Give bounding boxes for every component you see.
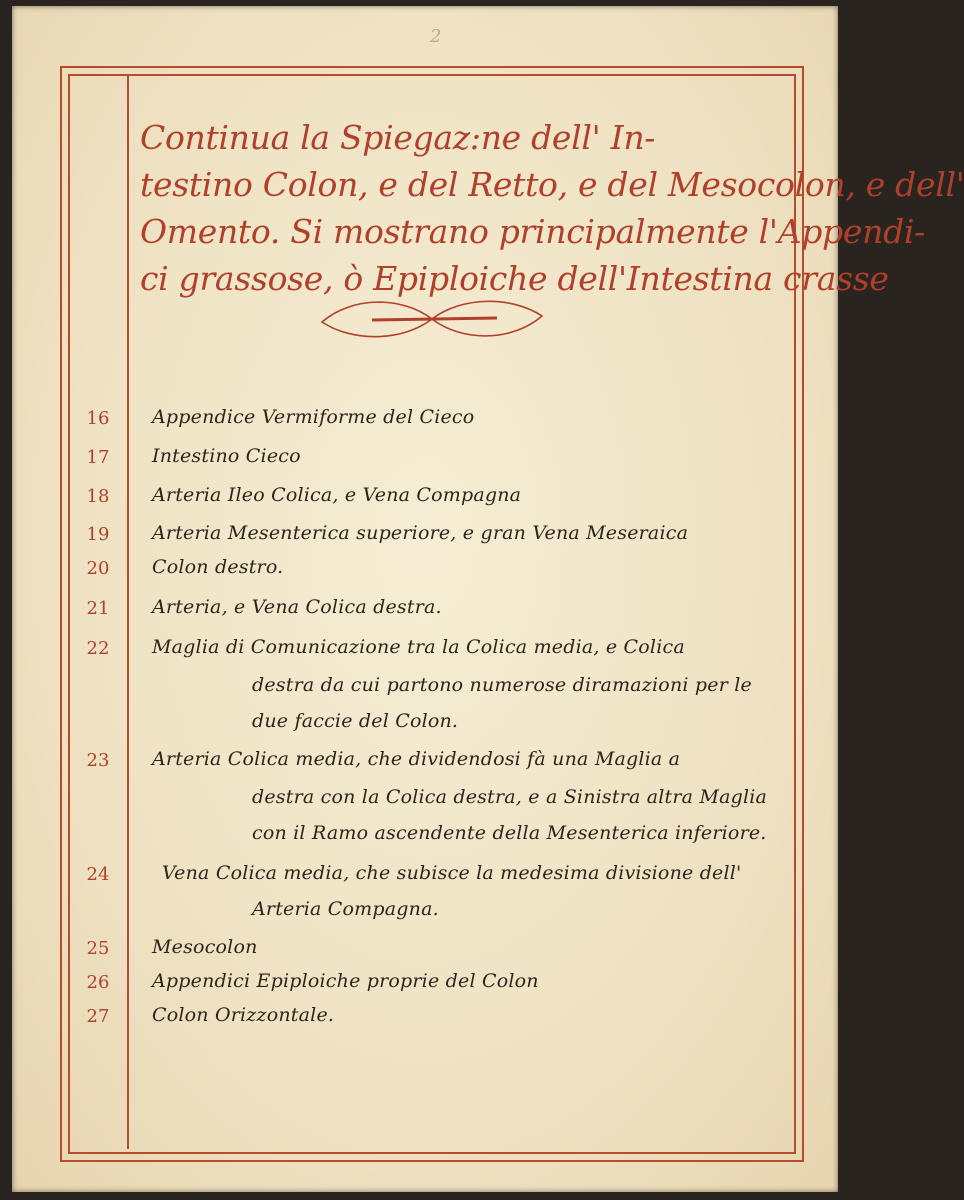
entry-number: 25 — [86, 938, 110, 959]
entry-line: due faccie del Colon. — [252, 710, 459, 732]
entry-line: Colon destro. — [152, 556, 284, 578]
entry-line: Vena Colica media, che subisce la medesima divisione dell' — [162, 862, 742, 884]
entry-line: Arteria, e Vena Colica destra. — [152, 596, 442, 618]
entry-line: Arteria Compagna. — [252, 898, 439, 920]
entry-line: Arteria Colica media, che dividendosi fà una Maglia a — [152, 748, 681, 770]
entry-number: 24 — [86, 864, 110, 885]
page-title — [140, 114, 964, 302]
entry-number: 20 — [86, 558, 110, 579]
page-number: 2 — [430, 26, 442, 47]
entry-number: 19 — [86, 524, 110, 545]
entry-line: Mesocolon — [152, 936, 258, 958]
title-line: testino Colon, e del Retto, e del Mesocolon, e dell' — [140, 165, 964, 204]
title-line: Continua la Spiegaz:ne dell' In- — [140, 118, 656, 157]
entry-line: Arteria Ileo Colica, e Vena Compagna — [152, 484, 522, 506]
entry-line: destra da cui partono numerose diramazioni per le — [252, 674, 752, 696]
entry-number: 23 — [86, 750, 110, 771]
entry-number: 17 — [86, 447, 110, 468]
entry-line: Appendice Vermiforme del Cieco — [152, 406, 475, 428]
entry-line: Appendici Epiploiche proprie del Colon — [152, 970, 539, 992]
entry-number: 16 — [86, 408, 110, 429]
entry-line: con il Ramo ascendente della Mesenterica inferiore. — [252, 822, 767, 844]
entry-number: 22 — [86, 638, 110, 659]
entry-line: Maglia di Comunicazione tra la Colica media, e Colica — [152, 636, 685, 658]
entry-line: destra con la Colica destra, e a Sinistra altra Maglia — [252, 786, 768, 808]
entry-number: 27 — [86, 1006, 110, 1027]
calligraphic-flourish — [312, 294, 552, 344]
entry-line: Arteria Mesenterica superiore, e gran Vena Meseraica — [152, 522, 689, 544]
manuscript-page — [12, 6, 964, 1192]
entry-line: Intestino Cieco — [152, 445, 301, 467]
title-line: ci grassose, ò Epiploiche dell'Intestina crasse — [140, 259, 889, 298]
entry-number: 18 — [86, 486, 110, 507]
entry-number: 26 — [86, 972, 110, 993]
entry-line: Colon Orizzontale. — [152, 1004, 335, 1026]
title-line: Omento. Si mostrano principalmente l'Appendi- — [140, 212, 925, 251]
entry-number: 21 — [86, 598, 110, 619]
